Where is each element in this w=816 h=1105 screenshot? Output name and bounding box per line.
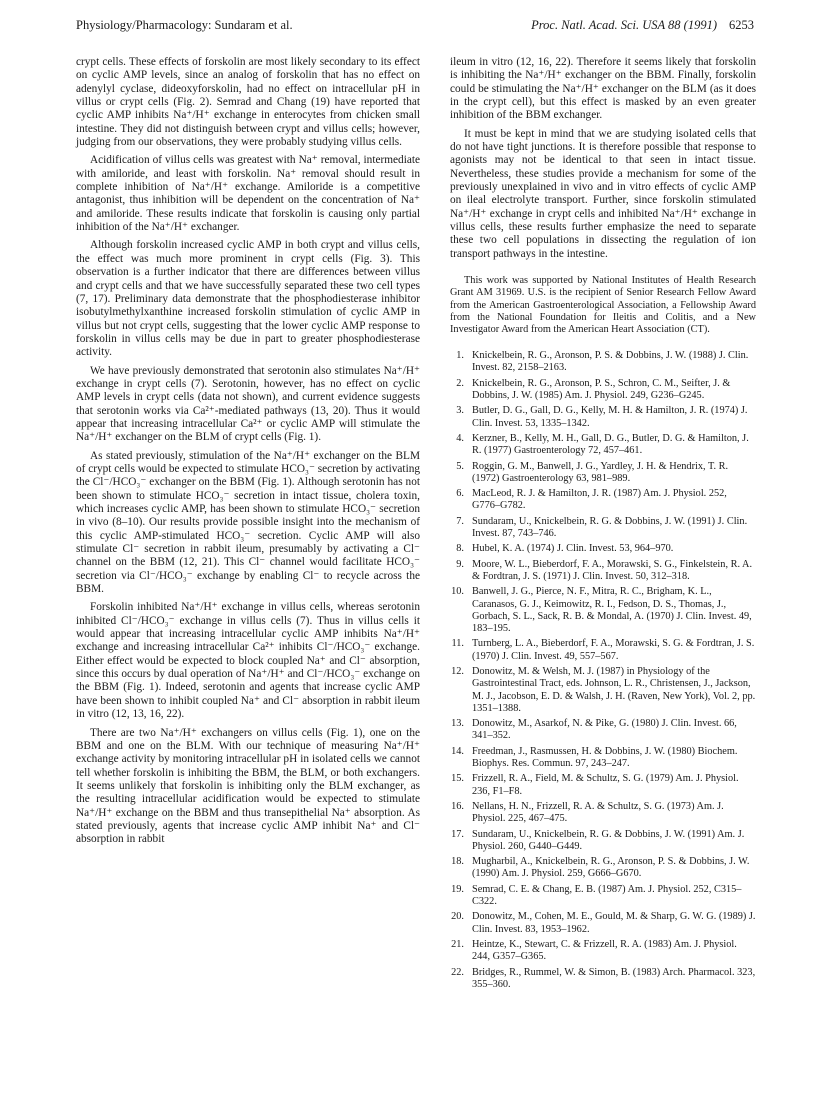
reference-text: Sundaram, U., Knickelbein, R. G. & Dobbins, J. W. (1991) Am. J. Physiol. 260, G440–G449. — [472, 828, 745, 852]
body-paragraph: crypt cells. These effects of forskolin are most likely secondary to its effect on cyclic AMP levels, since an analog of forskolin that has no effect on adenylyl cyclase, dideoxyforskolin, had no effect on intracellular pH in villus or crypt cells (Fig. 2). Semrad and Chang (19) have reported that cyclic AMP inhibits Na⁺/H⁺ exchange in enterocytes from chicken small intestine. They did not distinguish between crypt and villus cells; however, judging from our observations, they were probably studying villus cells. — [76, 56, 420, 149]
reference-number: 11. — [451, 638, 464, 650]
reference-item — [450, 350, 756, 375]
body-paragraph: As stated previously, stimulation of the Na⁺/H⁺ exchanger on the BLM of crypt cells would be expected to stimulate HCO₃⁻ secretion by activating the Cl⁻/HCO₃⁻ exchanger on the BBM (Fig. 1). Although serotonin has not been shown to stimulate HCO₃⁻ secretion in intact tissue, cholera toxin, which increases cyclic AMP, has been shown to stimulate HCO₃⁻ secretion in vivo (8–10). Our results provide possible insight into the mechanism of this cyclic AMP-stimulated HCO₃⁻ secretion. Cyclic AMP will also stimulate Cl⁻ secretion in rabbit ileum, presumably by activating a Cl⁻ channel on the BBM (12, 21). This Cl⁻ channel would facilitate HCO₃⁻ secretion via Cl⁻/HCO₃⁻ exchange by enabling Cl⁻ to recycle across the BBM. — [76, 449, 421, 596]
reference-text: Hubel, K. A. (1974) J. Clin. Invest. 53, 964–970. — [472, 543, 674, 555]
reference-number: 2. — [456, 377, 464, 389]
reference-list — [450, 350, 756, 991]
reference-number: 1. — [456, 350, 464, 362]
reference-item — [450, 801, 756, 826]
reference-text: Nellans, H. N., Frizzell, R. A. & Schultz, S. G. (1973) Am. J. Physiol. 225, 467–475. — [472, 800, 724, 825]
running-header — [76, 18, 754, 38]
reference-item — [450, 856, 756, 881]
reference-number: 3. — [456, 405, 464, 417]
reference-number: 7. — [456, 515, 464, 527]
reference-text: MacLeod, R. J. & Hamilton, J. R. (1987) Am. J. Physiol. 252, G776–G782. — [472, 488, 727, 512]
reference-text: Donowitz, M. & Welsh, M. J. (1987) in Physiology of the Gastrointestinal Tract, eds. Johnson, L. R., Christensen, J., Jackson, M. J., Jacobson, E. D. & Walsh, J. H. (Raven, New York), Vol. 2, pp. 1351–1388. — [472, 666, 756, 714]
reference-number: 21. — [451, 938, 464, 950]
reference-text: Moore, W. L., Bieberdorf, F. A., Morawski, S. G., Finkelstein, R. A. & Fordtran, J. S. (1971) J. Clin. Invest. 50, 312–318. — [472, 558, 753, 582]
reference-item — [450, 378, 756, 403]
reference-item — [450, 829, 756, 854]
body-paragraph: There are two Na⁺/H⁺ exchangers on villus cells (Fig. 1), one on the BBM and one on the BLM. With our technique of measuring Na⁺/H⁺ exchange activity by monitoring intracellular pH in isolated cells we cannot tell whether forskolin is inhibiting the BBM, the BLM, or both exchangers. It seems unlikely that forskolin is inhibiting only the BLM exchanger, as the resulting intracellular acidification would be expected to stimulate Na⁺/H⁺ exchange on the BBM and thus transepithelial Na⁺ absorption. As stated previously, agents that increase cyclic AMP inhibit Na⁺ and Cl⁻ absorption in rabbit — [76, 726, 420, 846]
reference-item — [450, 516, 756, 541]
running-head-section: Physiology/Pharmacology: Sundaram et al. — [76, 18, 293, 32]
right-column — [450, 56, 756, 994]
body-paragraph: It must be kept in mind that we are studying isolated cells that do not have tight junctions. It is therefore possible that response to agonists may not be identical to that seen in intact tissue. Nevertheless, these studies provide a mechanism for some of the previously unexplained in vivo and in vitro effects of cyclic AMP on ileal electrolyte transport. Further, since forskolin stimulated Na⁺/H⁺ exchange in crypt cells and inhibited Na⁺/H⁺ exchange in villus cells, these results further emphasize the need to separate these two cell populations in dissecting the regulation of ion transport pathways in the intestine. — [450, 127, 756, 260]
reference-text: Donowitz, M., Cohen, M. E., Gould, M. & Sharp, G. W. G. (1989) J. Clin. Invest. 83, 1953–1962. — [472, 911, 756, 935]
reference-number: 13. — [451, 718, 464, 730]
reference-item — [450, 638, 756, 663]
reference-number: 22. — [451, 966, 464, 978]
reference-item — [450, 488, 756, 513]
reference-text: Knickelbein, R. G., Aronson, P. S. & Dobbins, J. W. (1988) J. Clin. Invest. 82, 2158–2163. — [472, 350, 749, 374]
reference-text: Kerzner, B., Kelly, M. H., Gall, D. G., Butler, D. G. & Hamilton, J. R. (1977) Gastroenterology 72, 457–461. — [472, 432, 749, 457]
journal-citation: Proc. Natl. Acad. Sci. USA 88 (1991) — [531, 18, 717, 32]
reference-number: 15. — [451, 773, 464, 785]
reference-number: 10. — [451, 586, 464, 598]
reference-text: Bridges, R., Rummel, W. & Simon, B. (1983) Arch. Pharmacol. 323, 355–360. — [472, 966, 756, 990]
reference-item — [450, 967, 756, 992]
reference-text: Roggin, G. M., Banwell, J. G., Yardley, J. H. & Hendrix, T. R. (1972) Gastroenterology 63, 981–989. — [472, 460, 729, 484]
reference-item — [450, 586, 756, 635]
reference-text: Mugharbil, A., Knickelbein, R. G., Aronson, P. S. & Dobbins, J. W. (1990) Am. J. Physiol. 259, G666–G670. — [472, 856, 750, 880]
body-paragraph: We have previously demonstrated that serotonin also stimulates Na⁺/H⁺ exchange in crypt cells (7). Serotonin, however, has no effect on cyclic AMP levels in crypt cells (data not shown), and current evidence suggests that serotonin works via Ca²⁺-mediated pathways (13, 20). Thus it would appear that increasing intracellular Ca²⁺ or cyclic AMP will stimulate the Na⁺/H⁺ exchanger on the BLM of crypt cells (Fig. 1). — [76, 364, 420, 444]
reference-number: 5. — [456, 460, 464, 472]
reference-item — [450, 773, 756, 798]
left-column — [76, 56, 420, 847]
reference-number: 20. — [451, 911, 464, 923]
acknowledgment: This work was supported by National Institutes of Health Research Grant AM 31969. U.S. is the recipient of Senior Research Fellow Award from the American Gastroenterological Association, a Fellowship Award from the National Foundation for Ileitis and Colitis, and a New Investigator Award from the American Heart Association (CT). — [450, 275, 756, 335]
reference-number: 4. — [456, 432, 464, 444]
reference-number: 18. — [451, 856, 464, 868]
body-paragraph: Acidification of villus cells was greatest with Na⁺ removal, intermediate with amiloride, and least with forskolin. Na⁺ removal should result in complete inhibition of Na⁺/H⁺ exchange. Amiloride is a competitive antagonist, thus inhibition will be dependent on the concentration of Na⁺ and amiloride. These results indicate that forskolin is causing only partial inhibition of the Na⁺/H⁺ exchanger. — [76, 154, 420, 234]
reference-text: Banwell, J. G., Pierce, N. F., Mitra, R. C., Brigham, K. L., Caranasos, G. J., Keimowitz, R. I., Fedson, D. S., Thomas, J., Gorbach, S. L., Sack, R. B. & Mondal, A. (1970) J. Clin. Invest. 49, 183–195. — [472, 586, 752, 635]
reference-number: 8. — [456, 543, 464, 555]
reference-text: Donowitz, M., Asarkof, N. & Pike, G. (1980) J. Clin. Invest. 66, 341–352. — [472, 718, 737, 742]
reference-item — [450, 884, 756, 909]
reference-text: Heintze, K., Stewart, C. & Frizzell, R. A. (1983) Am. J. Physiol. 244, G357–G365. — [472, 938, 737, 963]
right-column-body — [450, 56, 756, 261]
reference-text: Sundaram, U., Knickelbein, R. G. & Dobbins, J. W. (1991) J. Clin. Invest. 87, 743–746. — [472, 515, 748, 540]
reference-item — [450, 433, 756, 458]
page-number: 6253 — [729, 18, 754, 32]
reference-item — [450, 405, 756, 430]
reference-text: Frizzell, R. A., Field, M. & Schultz, S. G. (1979) Am. J. Physiol. 236, F1–F8. — [472, 773, 739, 797]
reference-number: 16. — [451, 800, 464, 812]
reference-item — [450, 543, 756, 555]
reference-number: 14. — [451, 745, 464, 757]
reference-item — [450, 718, 756, 743]
reference-item — [450, 559, 756, 584]
body-paragraph: ileum in vitro (12, 16, 22). Therefore it seems likely that forskolin is inhibiting the Na⁺/H⁺ exchanger on the BBM. Finally, forskolin could be stimulating the Na⁺/H⁺ exchanger on the BLM (as it does in the crypt cell), but this effect is masked by an even greater inhibition of the BBM exchanger. — [450, 56, 756, 122]
reference-text: Butler, D. G., Gall, D. G., Kelly, M. H. & Hamilton, J. R. (1974) J. Clin. Invest. 53, 1335–1342. — [472, 405, 748, 429]
reference-item — [450, 911, 756, 936]
body-paragraph: Although forskolin increased cyclic AMP in both crypt and villus cells, the effect was much more prominent in crypt cells (Fig. 3). This observation is a further indicator that there are differences between villus and crypt cells and that we have successfully separated these two cell types (7, 17). Preliminary data demonstrate that the phosphodiesterase inhibitor isobutylmethylxanthine increased forskolin stimulation of cyclic AMP in villus but not crypt cells, suggesting that the lower cyclic AMP response to forskolin in villus cells may be due in part to greater phosphodiesterase activity. — [76, 239, 420, 359]
reference-item — [450, 461, 756, 486]
reference-number: 9. — [456, 558, 464, 570]
reference-number: 6. — [456, 488, 464, 500]
reference-item — [450, 939, 756, 964]
reference-number: 12. — [451, 666, 464, 677]
reference-item — [450, 666, 756, 715]
reference-number: 17. — [451, 828, 464, 840]
reference-number: 19. — [451, 883, 464, 895]
running-head-journal — [531, 18, 754, 33]
reference-text: Knickelbein, R. G., Aronson, P. S., Schron, C. M., Seifter, J. & Dobbins, J. W. (1985) Am. J. Physiol. 249, G236–G245. — [472, 377, 731, 402]
reference-text: Turnberg, L. A., Bieberdorf, F. A., Morawski, S. G. & Fordtran, J. S. (1970) J. Clin. Invest. 49, 557–567. — [472, 638, 755, 662]
reference-text: Semrad, C. E. & Chang, E. B. (1987) Am. J. Physiol. 252, C315–C322. — [472, 883, 742, 908]
reference-text: Freedman, J., Rasmussen, H. & Dobbins, J. W. (1980) Biochem. Biophys. Res. Commun. 97, 243–247. — [472, 745, 738, 770]
body-paragraph: Forskolin inhibited Na⁺/H⁺ exchange in villus cells, whereas serotonin inhibited Cl⁻/HCO₃⁻ exchange in villus cells (7). Thus in villus cells it would appear that increasing intracellular cyclic AMP inhibits Na⁺/H⁺ exchange and increasing intracellular Ca²⁺ inhibits Cl⁻/HCO₃⁻ exchange. Either effect would be expected to block coupled Na⁺ and Cl⁻ absorption, since this occurs by dual operation of Na⁺/H⁺ and Cl⁻/HCO₃⁻ exchange on the BBM (Fig. 1). Indeed, serotonin and agents that increase cyclic AMP have been shown to inhibit coupled Na⁺ and Cl⁻ absorption in rabbit ileum in vitro (12, 13, 16, 22). — [76, 601, 420, 721]
reference-item — [450, 746, 756, 771]
